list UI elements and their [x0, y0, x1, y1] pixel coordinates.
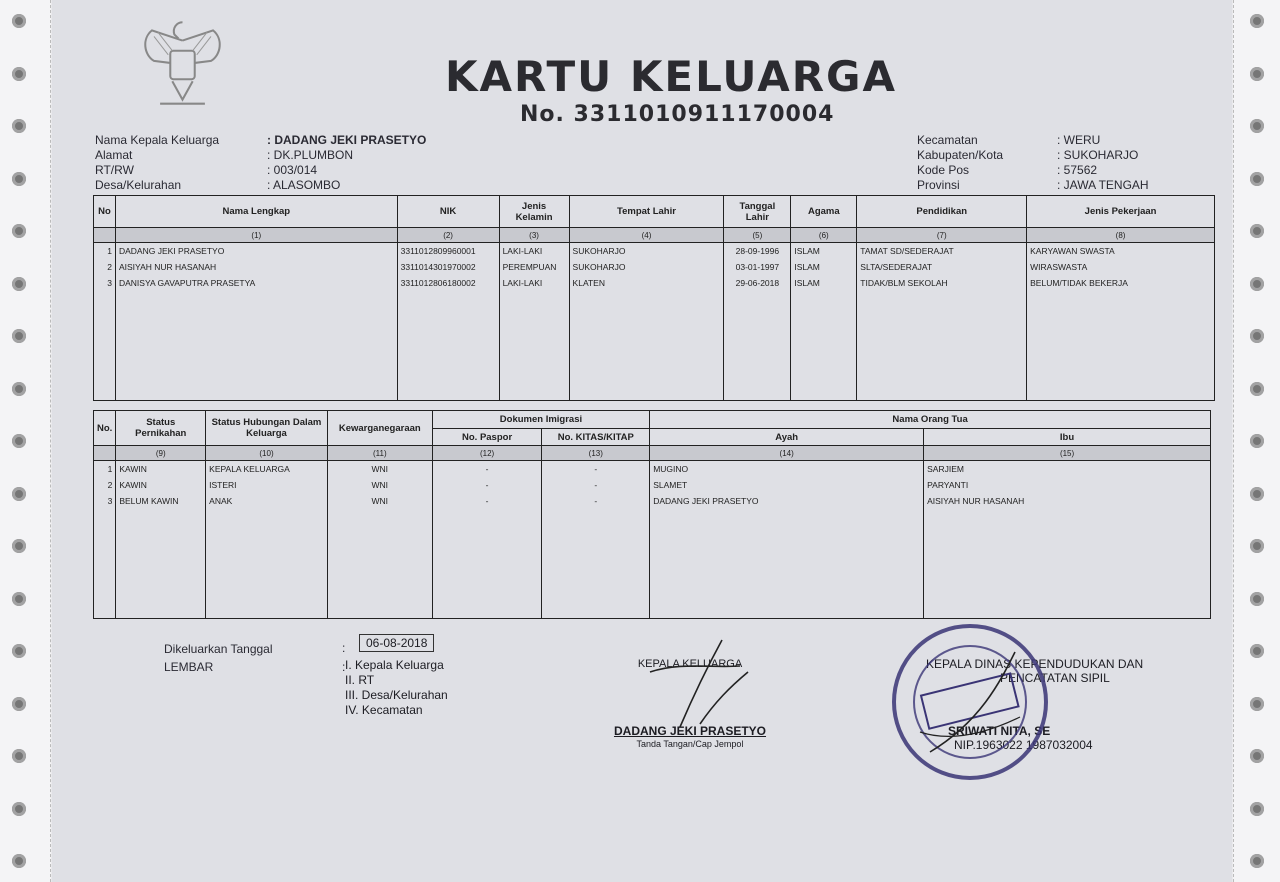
perforation-hole: [12, 749, 26, 763]
family-members-table: [93, 195, 1215, 401]
value-nama-kepala: : DADANG JEKI PRASETYO: [267, 133, 427, 147]
perforation-hole: [1250, 487, 1264, 501]
th-no: No: [94, 196, 116, 228]
table1-header-row: [94, 196, 1215, 228]
perforation-hole: [12, 802, 26, 816]
table2-body: [94, 461, 1211, 619]
col-tanggal: 28-09-1996 03-01-1997 29-06-2018: [724, 243, 791, 401]
head-title: KEPALA KELUARGA: [637, 658, 743, 670]
value-rtrw: : 003/014: [267, 163, 318, 177]
th-nik: NIK: [397, 196, 499, 228]
col-nik: 3311012809960001 3311014301970002 3311012806180002: [397, 243, 499, 401]
perforation-hole: [12, 329, 26, 343]
idx-cell: (5): [724, 228, 791, 243]
perforation-hole: [1250, 14, 1264, 28]
th2-orangtua: Nama Orang Tua: [650, 411, 1211, 429]
idx-cell: (9): [116, 446, 206, 461]
col2-ibu: SARJIEM PARYANTI AISIYAH NUR HASANAH: [924, 461, 1211, 619]
th-tanggal: Tanggal Lahir: [724, 196, 791, 228]
idx-cell: (1): [115, 228, 397, 243]
perforation-hole: [1250, 329, 1264, 343]
label-nama-kepala: Nama Kepala Keluarga: [95, 133, 220, 147]
perforation-hole: [12, 277, 26, 291]
issued-date: 06-08-2018: [359, 634, 434, 652]
perforation-hole: [1250, 644, 1264, 658]
lembar-list: [345, 658, 448, 718]
label-kabupaten: Kabupaten/Kota: [917, 148, 1004, 162]
idx-cell: (2): [397, 228, 499, 243]
value-kecamatan: : WERU: [1057, 133, 1101, 147]
label-rtrw: RT/RW: [95, 163, 134, 177]
garuda-emblem-icon: [130, 10, 235, 122]
perforation-hole: [1250, 854, 1264, 868]
perforation-hole: [12, 434, 26, 448]
col-agama: ISLAM ISLAM ISLAM: [791, 243, 857, 401]
perforation-hole: [12, 487, 26, 501]
perforation-hole: [1250, 67, 1264, 81]
th2-paspor: No. Paspor: [432, 429, 542, 446]
value-kodepos: : 57562: [1057, 163, 1098, 177]
lembar-item: II. RT: [345, 673, 375, 687]
official-title-2: PENCATATAN SIPIL: [1000, 671, 1110, 685]
label-desa: Desa/Kelurahan: [95, 178, 182, 192]
header-right-block: [917, 133, 1149, 193]
perforation-hole: [1250, 592, 1264, 606]
th-tempat: Tempat Lahir: [569, 196, 724, 228]
col2-paspor: - - -: [432, 461, 542, 619]
official-nip: NIP.1963022 1987032004: [954, 738, 1093, 752]
th2-ibu: Ibu: [924, 429, 1211, 446]
issued-label: Dikeluarkan Tanggal: [164, 642, 273, 656]
th2-status: Status Pernikahan: [116, 411, 206, 446]
idx-cell: (8): [1027, 228, 1215, 243]
idx-cell: (10): [206, 446, 328, 461]
perforation-hole: [12, 539, 26, 553]
col-kelamin: LAKI-LAKI PEREMPUAN LAKI-LAKI: [499, 243, 569, 401]
perforation-hole: [12, 382, 26, 396]
value-kabupaten: : SUKOHARJO: [1057, 148, 1139, 162]
table1-body: [94, 243, 1215, 401]
idx-cell: (3): [499, 228, 569, 243]
perforation-hole: [1250, 749, 1264, 763]
document-number: No. 3311010911170004: [520, 102, 835, 127]
col-no: 1 2 3: [94, 243, 116, 401]
th2-no: No.: [94, 411, 116, 446]
idx-cell: (11): [327, 446, 432, 461]
value-desa: : ALASOMBO: [267, 178, 341, 192]
idx-cell: (4): [569, 228, 724, 243]
idx-cell: [94, 446, 116, 461]
col2-ayah: MUGINO SLAMET DADANG JEKI PRASETYO: [650, 461, 924, 619]
th2-dokumen: Dokumen Imigrasi: [432, 411, 649, 429]
col2-status: KAWIN KAWIN BELUM KAWIN: [116, 461, 206, 619]
col2-no: 1 2 3: [94, 461, 116, 619]
label-provinsi: Provinsi: [917, 178, 960, 192]
th-kelamin: Jenis Kelamin: [499, 196, 569, 228]
idx-cell: (6): [791, 228, 857, 243]
th2-hubungan: Status Hubungan Dalam Keluarga: [206, 411, 328, 446]
document-title: KARTU KELUARGA: [445, 52, 898, 101]
perforation-hole: [12, 644, 26, 658]
value-provinsi: : JAWA TENGAH: [1057, 178, 1149, 192]
head-name: DADANG JEKI PRASETYO: [613, 724, 767, 738]
th-pendidikan: Pendidikan: [857, 196, 1027, 228]
official-title-1: KEPALA DINAS KEPENDUDUKAN DAN: [926, 657, 1144, 671]
family-status-table: [93, 410, 1211, 619]
issued-separator: :: [342, 641, 346, 655]
perforation-hole: [1250, 434, 1264, 448]
idx-cell: (14): [650, 446, 924, 461]
lembar-separator: :: [342, 660, 346, 674]
th2-kewarganegaraan: Kewarganegaraan: [327, 411, 432, 446]
perforation-hole: [1250, 277, 1264, 291]
col2-kewarganegaraan: WNI WNI WNI: [327, 461, 432, 619]
th-agama: Agama: [791, 196, 857, 228]
perforation-hole: [1250, 224, 1264, 238]
perforation-hole: [1250, 539, 1264, 553]
idx-cell: (13): [542, 446, 650, 461]
lembar-item: I. Kepala Keluarga: [345, 658, 444, 672]
perforation-hole: [1250, 802, 1264, 816]
left-perforation-strip: [0, 0, 51, 882]
perforation-hole: [12, 697, 26, 711]
idx-cell: (15): [924, 446, 1211, 461]
idx-cell: [94, 228, 116, 243]
label-kodepos: Kode Pos: [917, 163, 970, 177]
official-name: SRIWATI NITA, SE: [948, 724, 1051, 738]
col2-kitas: - - -: [542, 461, 650, 619]
lembar-label: LEMBAR: [164, 660, 214, 674]
head-caption: Tanda Tangan/Cap Jempol: [636, 739, 744, 749]
th2-ayah: Ayah: [650, 429, 924, 446]
th-nama: Nama Lengkap: [115, 196, 397, 228]
table2-header-row-1: [94, 411, 1211, 429]
lembar-item: IV. Kecamatan: [345, 703, 423, 717]
value-alamat: : DK.PLUMBON: [267, 148, 354, 162]
perforation-hole: [12, 592, 26, 606]
perforation-hole: [12, 854, 26, 868]
idx-cell: (7): [857, 228, 1027, 243]
col2-hubungan: KEPALA KELUARGA ISTERI ANAK: [206, 461, 328, 619]
perforation-hole: [12, 14, 26, 28]
perforation-hole: [12, 224, 26, 238]
table1-index-row: [94, 228, 1215, 243]
official-stamp-icon: [890, 622, 1050, 782]
th2-kitas: No. KITAS/KITAP: [542, 429, 650, 446]
col-tempat: SUKOHARJO SUKOHARJO KLATEN: [569, 243, 724, 401]
idx-cell: (12): [432, 446, 542, 461]
label-kecamatan: Kecamatan: [917, 133, 978, 147]
col-pekerjaan: KARYAWAN SWASTA WIRASWASTA BELUM/TIDAK BEKERJA: [1027, 243, 1215, 401]
perforation-hole: [12, 67, 26, 81]
col-pendidikan: TAMAT SD/SEDERAJAT SLTA/SEDERAJAT TIDAK/BLM SEKOLAH: [857, 243, 1027, 401]
lembar-item: III. Desa/Kelurahan: [345, 688, 448, 702]
label-alamat: Alamat: [95, 148, 133, 162]
perforation-hole: [1250, 119, 1264, 133]
perforation-hole: [1250, 172, 1264, 186]
perforation-hole: [1250, 382, 1264, 396]
table2-index-row: [94, 446, 1211, 461]
col-nama: DADANG JEKI PRASETYO AISIYAH NUR HASANAH DANISYA GAVAPUTRA PRASETYA: [115, 243, 397, 401]
perforation-hole: [1250, 697, 1264, 711]
header-left-block: [95, 133, 426, 193]
perforation-hole: [12, 172, 26, 186]
right-perforation-strip: [1233, 0, 1280, 882]
th-pekerjaan: Jenis Pekerjaan: [1027, 196, 1215, 228]
perforation-hole: [12, 119, 26, 133]
